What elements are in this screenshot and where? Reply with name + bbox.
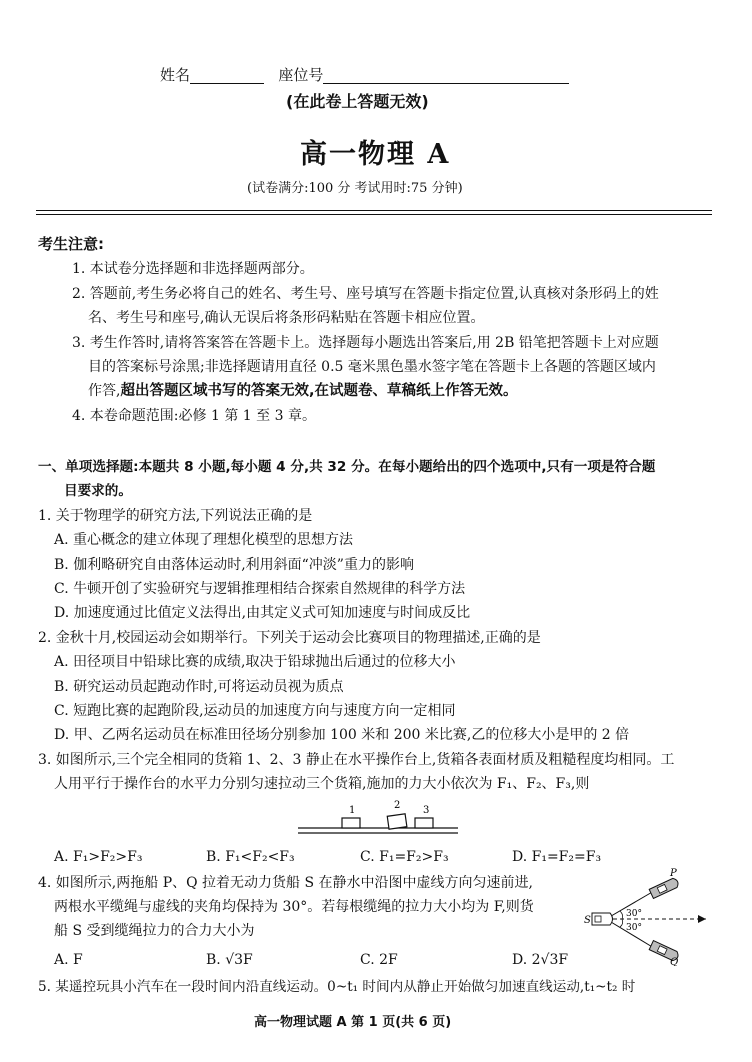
seat-blank[interactable] (323, 69, 569, 84)
q2-option-d[interactable]: D. 甲、乙两名运动员在标准田径场分别参加 100 米和 200 米比赛,乙的位移大小是甲的 2 倍 (54, 727, 630, 743)
attention-item-4: 4. 本卷命题范围:必修 1 第 1 至 3 章。 (72, 408, 316, 424)
q3-stem-cont: 人用平行于操作台的水平力分别匀速拉动三个货箱,施加的力大小依次为 F₁、F₂、F₃,则 (54, 776, 590, 792)
crate-label-1: 1 (349, 805, 356, 816)
angle-label-bottom: 30° (626, 923, 642, 933)
name-blank[interactable] (190, 69, 264, 84)
q2-option-b[interactable]: B. 研究运动员起跑动作时,可将运动员视为质点 (54, 679, 344, 695)
divider-bottom (36, 214, 712, 215)
q2-stem: 2. 金秋十月,校园运动会如期举行。下列关于运动会比赛项目的物理描述,正确的是 (38, 630, 541, 646)
label-q: Q (670, 957, 679, 966)
name-label: 姓名 (160, 66, 191, 84)
q3-option-d[interactable]: D. F₁=F₂=F₃ (512, 849, 602, 865)
attention-heading: 考生注意: (38, 235, 104, 253)
q4-option-a[interactable]: A. F (54, 952, 83, 968)
crate-1 (342, 818, 360, 828)
q3-option-c[interactable]: C. F₁=F₂>F₃ (360, 849, 449, 865)
cargo-ship-s (592, 913, 613, 925)
attention-item-1: 1. 本试卷分选择题和非选择题两部分。 (72, 261, 314, 277)
crate-2 (387, 814, 407, 829)
q5-stem: 5. 某遥控玩具小汽车在一段时间内沿直线运动。0~t₁ 时间内从静止开始做匀加速直线运动,t₁~t₂ 时 (38, 979, 636, 995)
q4-option-b[interactable]: B. √3F (206, 952, 253, 968)
q4-figure (584, 866, 712, 966)
q1-option-a[interactable]: A. 重心概念的建立体现了理想化模型的思想方法 (54, 532, 354, 548)
q3-figure (296, 798, 460, 838)
section1-heading-cont: 目要求的。 (64, 483, 132, 499)
crate-label-3: 3 (423, 805, 430, 816)
page-footer: 高一物理试题 A 第 1 页(共 6 页) (254, 1015, 452, 1030)
attention-item-2-cont: 名、考生号和座号,确认无误后将条形码粘贴在答题卡相应位置。 (88, 310, 485, 326)
crate-label-2: 2 (394, 800, 401, 811)
label-s: S (584, 915, 591, 926)
attention-item-3: 3. 考生作答时,请将答案答在答题卡上。选择题每小题选出答案后,用 2B 铅笔把答题卡上对应题 (72, 335, 659, 351)
q3-option-a[interactable]: A. F₁>F₂>F₃ (54, 849, 143, 865)
angle-label-top: 30° (626, 909, 642, 919)
attention-item-3-emphasis: 超出答题区域书写的答案无效,在试题卷、草稿纸上作答无效。 (120, 383, 518, 399)
section1-heading: 一、单项选择题:本题共 8 小题,每小题 4 分,共 32 分。在每小题给出的四个选项中,只有一项是符合题 (38, 459, 656, 475)
q1-option-b[interactable]: B. 伽利略研究自由落体运动时,利用斜面“冲淡”重力的影响 (54, 557, 414, 573)
name-field (160, 66, 569, 84)
attention-item-2: 2. 答题前,考生务必将自己的姓名、考生号、座号填写在答题卡指定位置,认真核对条形码上的姓 (72, 286, 659, 302)
attention-item-3-prefix: 作答, (88, 383, 121, 399)
q1-option-c[interactable]: C. 牛顿开创了实验研究与逻辑推理相结合探索自然规律的科学方法 (54, 581, 466, 597)
page-title: 高一物理 A (300, 139, 451, 170)
q2-option-a[interactable]: A. 田径项目中铅球比赛的成绩,取决于铅球抛出后通过的位移大小 (54, 654, 456, 670)
divider-top (36, 210, 712, 211)
exam-info: (试卷满分:100 分 考试用时:75 分钟) (247, 181, 463, 196)
q1-option-d[interactable]: D. 加速度通过比值定义法得出,由其定义式可知加速度与时间成反比 (54, 605, 471, 621)
q4-stem-end: 船 S 受到缆绳拉力的合力大小为 (54, 923, 255, 939)
q4-stem-cont: 两根水平缆绳与虚线的夹角均保持为 30°。若每根缆绳的拉力大小均为 F,则货 (54, 899, 534, 915)
q1-stem: 1. 关于物理学的研究方法,下列说法正确的是 (38, 508, 313, 524)
label-p: P (670, 868, 677, 879)
q2-option-c[interactable]: C. 短跑比赛的起跑阶段,运动员的加速度方向与速度方向一定相同 (54, 703, 456, 719)
q3-stem: 3. 如图所示,三个完全相同的货箱 1、2、3 静止在水平操作台上,货箱各表面材质及粗糙程度均相同。工 (38, 752, 675, 768)
q4-stem: 4. 如图所示,两拖船 P、Q 拉着无动力货船 S 在静水中沿图中虚线方向匀速前进, (38, 875, 533, 891)
q3-option-b[interactable]: B. F₁<F₂<F₃ (206, 849, 295, 865)
tugboat-p (649, 877, 680, 898)
q4-option-d[interactable]: D. 2√3F (512, 952, 569, 968)
attention-item-3-cont: 目的答案标号涂黑;非选择题请用直径 0.5 毫米黑色墨水签字笔在答题卡上各题的答题区域内 (88, 359, 656, 375)
q4-option-c[interactable]: C. 2F (360, 952, 398, 968)
crate-3 (415, 818, 433, 828)
seat-label: 座位号 (278, 66, 324, 84)
attention-item-3-end (88, 382, 517, 400)
notice-text: (在此卷上答题无效) (286, 92, 429, 111)
